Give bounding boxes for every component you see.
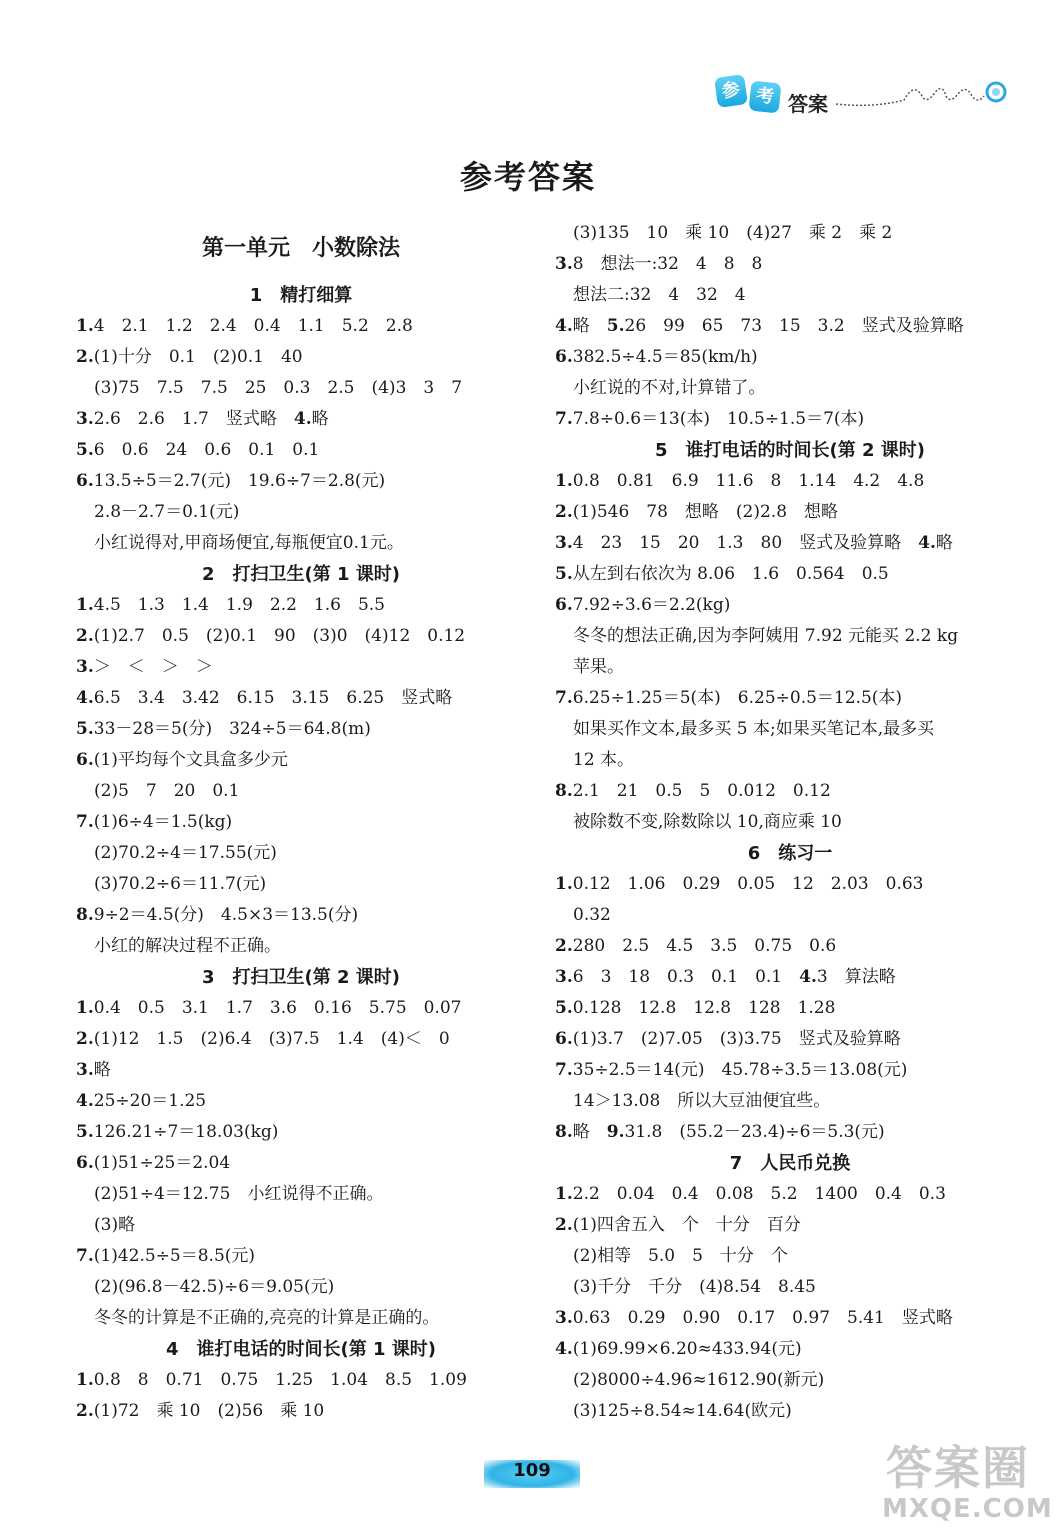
- answer-text: (1)3.7 (2)7.05 (3)3.75 竖式及验算略: [572, 1029, 901, 1049]
- answer-text: (2)5 7 20 0.1: [94, 781, 240, 801]
- answer-line: [76, 1396, 526, 1427]
- answer-text: 14＞13.08 所以大豆油便宜些。: [573, 1091, 831, 1111]
- answer-text: (1)12 1.5 (2)6.4 (3)7.5 1.4 (4)＜ 0: [93, 1029, 450, 1049]
- answer-line: [555, 962, 1025, 993]
- answer-line: [555, 466, 1025, 497]
- answer-text: 4 23 15 20 1.3 80 竖式及验算略: [572, 533, 919, 553]
- answer-line: [76, 1117, 526, 1148]
- header-badge: [716, 72, 1016, 114]
- question-number: 6.: [555, 595, 573, 615]
- answer-text: 0.128 12.8 12.8 128 1.28: [572, 998, 836, 1018]
- badge-char-1: 参: [714, 74, 748, 108]
- question-number: 3.: [76, 657, 94, 677]
- answer-text: 9÷2＝4.5(分) 4.5×3＝13.5(分): [93, 905, 359, 925]
- answer-line: [555, 1241, 1025, 1272]
- answer-line: [555, 931, 1025, 962]
- question-number: 3.: [555, 967, 573, 987]
- answer-text: (2)8000÷4.96≈1612.90(新元): [573, 1370, 825, 1390]
- question-number: 7.: [555, 409, 573, 429]
- answer-text: (3)略: [94, 1215, 136, 1235]
- section-title-7: 7 人民币兑换: [729, 1153, 851, 1174]
- answer-text: ＞ ＜ ＞ ＞: [93, 657, 213, 677]
- answer-line: [555, 776, 1025, 807]
- question-number: 2.: [76, 347, 94, 367]
- question-number: 6.: [76, 471, 94, 491]
- watermark-line-2: MXQE.COM: [882, 1494, 1053, 1524]
- question-number: 3.: [76, 409, 94, 429]
- question-number: 4.: [76, 688, 94, 708]
- answer-text: (1)平均每个文具盒多少元: [93, 750, 288, 770]
- answer-text: 0.4 0.5 3.1 1.7 3.6 0.16 5.75 0.07: [93, 998, 462, 1018]
- right-column: [555, 218, 1025, 1427]
- question-number: 5.: [555, 564, 573, 584]
- answer-line: [76, 838, 526, 869]
- answer-text: (3)135 10 乘 10 (4)27 乘 2 乘 2: [573, 223, 893, 243]
- answer-line: [555, 1303, 1025, 1334]
- question-number: 4.: [76, 1091, 94, 1111]
- answer-text: 0.63 0.29 0.90 0.17 0.97 5.41 竖式略: [572, 1308, 953, 1328]
- answer-text: 7.92÷3.6＝2.2(kg): [572, 595, 731, 615]
- answer-line: [76, 993, 526, 1024]
- question-number: 7.: [555, 688, 573, 708]
- answer-line: [555, 218, 1025, 249]
- answer-line: [555, 559, 1025, 590]
- question-number: 7.: [76, 812, 94, 832]
- question-number: 6.: [555, 347, 573, 367]
- answer-text: 略: [572, 1122, 607, 1142]
- answer-line: [76, 435, 526, 466]
- answer-line: [76, 1148, 526, 1179]
- answer-line: [555, 993, 1025, 1024]
- answer-line: [555, 1179, 1025, 1210]
- question-number: 4.: [293, 409, 312, 429]
- answer-text: 31.8 (55.2－23.4)÷6＝5.3(元): [624, 1122, 885, 1142]
- answer-line: [76, 652, 526, 683]
- page-number: 109: [484, 1460, 580, 1488]
- answer-line: [555, 900, 1025, 931]
- answer-text: 从左到右依次为 8.06 1.6 0.564 0.5: [572, 564, 889, 584]
- answer-line: [76, 621, 526, 652]
- badge-char-2: 考: [749, 81, 782, 114]
- answer-text: 3 算法略: [816, 967, 896, 987]
- answer-text: 小红说的不对,计算错了。: [573, 378, 766, 398]
- section-title-5: 5 谁打电话的时间长(第 2 课时): [654, 440, 926, 461]
- answer-text: 6 0.6 24 0.6 0.1 0.1: [93, 440, 320, 460]
- question-number: 2.: [555, 1215, 573, 1235]
- answer-text: (2)相等 5.0 5 十分 个: [573, 1246, 788, 1266]
- question-number: 1.: [76, 1370, 94, 1390]
- answer-line: [76, 745, 526, 776]
- answer-line: [555, 373, 1025, 404]
- answer-text: (3)千分 千分 (4)8.54 8.45: [573, 1277, 816, 1297]
- answer-text: (1)四舍五入 个 十分 百分: [572, 1215, 801, 1235]
- answer-text: 2.1 21 0.5 5 0.012 0.12: [572, 781, 831, 801]
- answer-text: 12 本。: [573, 750, 635, 770]
- left-column: [76, 218, 526, 1427]
- watermark-logo: [868, 1432, 1053, 1528]
- answer-text: 0.12 1.06 0.29 0.05 12 2.03 0.63: [572, 874, 924, 894]
- answer-line: [76, 311, 526, 342]
- answer-line: [76, 342, 526, 373]
- question-number: 4.: [555, 1339, 573, 1359]
- watermark-line-1: 答案圈: [886, 1441, 1030, 1495]
- answer-line: [76, 1179, 526, 1210]
- answer-line: [76, 404, 526, 435]
- answer-line: [76, 900, 526, 931]
- answer-line: [555, 1210, 1025, 1241]
- question-number: 4.: [799, 967, 817, 987]
- answer-text: 被除数不变,除数除以 10,商应乘 10: [573, 812, 842, 832]
- question-number: 7.: [76, 1246, 94, 1266]
- answer-text: (1)2.7 0.5 (2)0.1 90 (3)0 (4)12 0.12: [93, 626, 466, 646]
- answer-line: [76, 1272, 526, 1303]
- answer-line: [555, 497, 1025, 528]
- answer-text: 小红说得对,甲商场便宜,每瓶便宜0.1元。: [94, 533, 404, 553]
- question-number: 3.: [76, 1060, 94, 1080]
- question-number: 5.: [606, 316, 625, 336]
- answer-line: [555, 280, 1025, 311]
- question-number: 3.: [555, 533, 573, 553]
- section-title-4: 4 谁打电话的时间长(第 1 课时): [165, 1339, 437, 1360]
- answer-line: [555, 590, 1025, 621]
- answer-text: 280 2.5 4.5 3.5 0.75 0.6: [572, 936, 837, 956]
- question-number: 8.: [555, 781, 573, 801]
- answer-text: 略: [935, 533, 953, 553]
- answer-line: [555, 869, 1025, 900]
- answer-line: [76, 683, 526, 714]
- answer-line: [76, 497, 526, 528]
- answer-line: [76, 714, 526, 745]
- answer-line: [76, 1210, 526, 1241]
- question-number: 4.: [555, 316, 573, 336]
- answer-text: 略: [311, 409, 329, 429]
- answer-text: 小红的解决过程不正确。: [94, 936, 281, 956]
- answer-text: (1)十分 0.1 (2)0.1 40: [93, 347, 303, 367]
- question-number: 7.: [555, 1060, 573, 1080]
- question-number: 3.: [555, 1308, 573, 1328]
- question-number: 6.: [555, 1029, 573, 1049]
- question-number: 2.: [76, 1029, 94, 1049]
- answer-text: (2)70.2÷4＝17.55(元): [94, 843, 277, 863]
- answer-text: 0.8 8 0.71 0.75 1.25 1.04 8.5 1.09: [93, 1370, 467, 1390]
- flower-swirl-icon: [834, 74, 1014, 112]
- answer-text: 0.32: [573, 905, 611, 925]
- answer-line: [555, 1272, 1025, 1303]
- answer-text: (1)51÷25＝2.04: [93, 1153, 231, 1173]
- answer-line: [555, 1117, 1025, 1148]
- answer-text: 想法二:32 4 32 4: [573, 285, 746, 305]
- question-number: 1.: [555, 471, 573, 491]
- answer-line: [555, 1024, 1025, 1055]
- answer-line: [555, 528, 1025, 559]
- badge-word: 答案: [788, 92, 828, 116]
- answer-line: [76, 1024, 526, 1055]
- question-number: 5.: [555, 998, 573, 1018]
- answer-line: [555, 683, 1025, 714]
- answer-line: [555, 714, 1025, 745]
- question-number: 4.: [918, 533, 936, 553]
- question-number: 1.: [76, 998, 94, 1018]
- answer-text: 冬冬的想法正确,因为李阿姨用 7.92 元能买 2.2 kg: [573, 626, 959, 646]
- question-number: 5.: [76, 719, 94, 739]
- question-number: 1.: [555, 1184, 573, 1204]
- answer-text: (1)69.99×6.20≈433.94(元): [572, 1339, 802, 1359]
- answer-line: [76, 807, 526, 838]
- answer-line: [76, 1303, 526, 1334]
- answer-text: 6.5 3.4 3.42 6.15 3.15 6.25 竖式略: [93, 688, 453, 708]
- question-number: 1.: [555, 874, 573, 894]
- question-number: 8.: [555, 1122, 573, 1142]
- answer-line: [76, 466, 526, 497]
- question-number: 6.: [76, 750, 94, 770]
- answer-text: (2)(96.8－42.5)÷6＝9.05(元): [94, 1277, 335, 1297]
- answer-line: [555, 1055, 1025, 1086]
- question-number: 5.: [76, 440, 94, 460]
- answer-text: (3)75 7.5 7.5 25 0.3 2.5 (4)3 3 7: [94, 378, 463, 398]
- question-number: 9.: [606, 1122, 625, 1142]
- answer-text: (1)6÷4＝1.5(kg): [93, 812, 233, 832]
- answer-text: 8 想法一:32 4 8 8: [572, 254, 763, 274]
- answer-text: (1)72 乘 10 (2)56 乘 10: [93, 1401, 325, 1421]
- answer-text: 6 3 18 0.3 0.1 0.1: [572, 967, 800, 987]
- section-title-2: 2 打扫卫生(第 1 课时): [201, 564, 401, 585]
- question-number: 3.: [555, 254, 573, 274]
- answer-text: 4 2.1 1.2 2.4 0.4 1.1 5.2 2.8: [93, 316, 413, 336]
- question-number: 1.: [76, 316, 94, 336]
- answer-line: [555, 1365, 1025, 1396]
- answer-text: (3)70.2÷6＝11.7(元): [94, 874, 267, 894]
- answer-line: [76, 528, 526, 559]
- section-title-3: 3 打扫卫生(第 2 课时): [201, 967, 401, 988]
- question-number: 6.: [76, 1153, 94, 1173]
- answer-line: [555, 1086, 1025, 1117]
- answer-line: [76, 931, 526, 962]
- answer-text: 33－28＝5(分) 324÷5＝64.8(m): [93, 719, 371, 739]
- answer-line: [555, 311, 1025, 342]
- answer-line: [76, 1086, 526, 1117]
- answer-line: [555, 404, 1025, 435]
- section-title-1: 1 精打细算: [249, 285, 353, 306]
- answer-line: [555, 1396, 1025, 1427]
- answer-line: [76, 776, 526, 807]
- answer-text: 略: [572, 316, 607, 336]
- answer-text: 35÷2.5＝14(元) 45.78÷3.5＝13.08(元): [572, 1060, 908, 1080]
- answer-line: [76, 1055, 526, 1086]
- answer-text: (2)51÷4＝12.75 小红说得不正确。: [94, 1184, 384, 1204]
- answer-text: 25÷20＝1.25: [93, 1091, 207, 1111]
- answer-text: 2.6 2.6 1.7 竖式略: [93, 409, 294, 429]
- answer-line: [76, 590, 526, 621]
- answer-line: [76, 1365, 526, 1396]
- answer-text: 冬冬的计算是不正确的,亮亮的计算是正确的。: [94, 1308, 440, 1328]
- question-number: 2.: [76, 1401, 94, 1421]
- answer-line: [555, 745, 1025, 776]
- answer-text: 2.2 0.04 0.4 0.08 5.2 1400 0.4 0.3: [572, 1184, 946, 1204]
- answer-text: (3)125÷8.54≈14.64(欧元): [573, 1401, 792, 1421]
- section-title-6: 6 练习一: [747, 843, 833, 864]
- answer-line: [76, 869, 526, 900]
- question-number: 2.: [555, 936, 573, 956]
- answer-line: [555, 621, 1025, 652]
- answer-line: [555, 1334, 1025, 1365]
- answer-line: [76, 373, 526, 404]
- page-title: 参考答案: [459, 158, 596, 196]
- answer-line: [555, 342, 1025, 373]
- answer-text: (1)546 78 想略 (2)2.8 想略: [572, 502, 839, 522]
- question-number: 1.: [76, 595, 94, 615]
- answer-text: 6.25÷1.25＝5(本) 6.25÷0.5＝12.5(本): [572, 688, 903, 708]
- question-number: 2.: [76, 626, 94, 646]
- answer-text: 4.5 1.3 1.4 1.9 2.2 1.6 5.5: [93, 595, 385, 615]
- unit-title: 第一单元 小数除法: [201, 236, 400, 261]
- answer-text: 26 99 65 73 15 3.2 竖式及验算略: [624, 316, 964, 336]
- answer-text: 7.8÷0.6＝13(本) 10.5÷1.5＝7(本): [572, 409, 865, 429]
- answer-line: [555, 249, 1025, 280]
- question-number: 2.: [555, 502, 573, 522]
- answer-text: 苹果。: [573, 657, 624, 677]
- answer-text: 2.8－2.7＝0.1(元): [94, 502, 240, 522]
- answer-line: [555, 652, 1025, 683]
- answer-text: 0.8 0.81 6.9 11.6 8 1.14 4.2 4.8: [572, 471, 925, 491]
- answer-text: 略: [93, 1060, 111, 1080]
- answer-text: (1)42.5÷5＝8.5(元): [93, 1246, 256, 1266]
- answer-text: 13.5÷5＝2.7(元) 19.6÷7＝2.8(元): [93, 471, 386, 491]
- question-number: 5.: [76, 1122, 94, 1142]
- question-number: 8.: [76, 905, 94, 925]
- answer-text: 382.5÷4.5＝85(km/h): [572, 347, 758, 367]
- answer-line: [555, 807, 1025, 838]
- answer-text: 如果买作文本,最多买 5 本;如果买笔记本,最多买: [573, 719, 935, 739]
- answer-text: 126.21÷7＝18.03(kg): [93, 1122, 279, 1142]
- answer-line: [76, 1241, 526, 1272]
